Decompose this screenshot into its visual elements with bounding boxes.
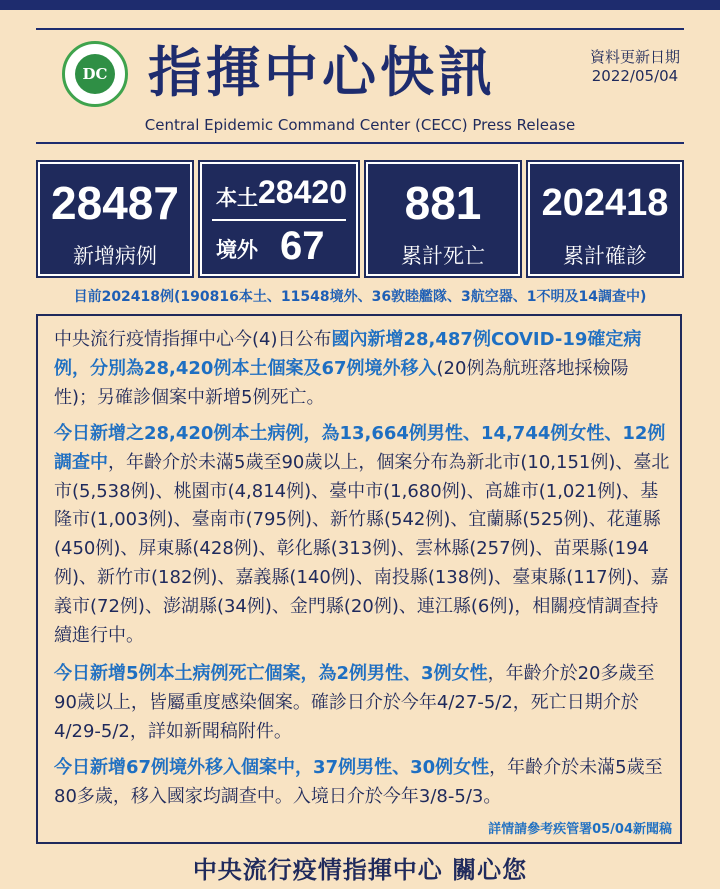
stat-total-cases xyxy=(528,162,682,276)
subtitle: Central Epidemic Command Center (CECC) Press Release xyxy=(144,116,576,134)
top-stripe xyxy=(0,0,720,10)
cdc-logo-mark: DC xyxy=(75,54,115,94)
deaths-value: 881 xyxy=(404,177,482,229)
paragraph-imported xyxy=(54,754,670,812)
p1-highlight: 國內新增28,487例COVID-19確定病例，分別為28,420例本土個案及67例境外移入 xyxy=(54,329,642,379)
cdc-logo xyxy=(62,41,128,107)
source-note: 詳情請參考疾管署05/04新聞稿 xyxy=(488,822,672,837)
stat-new-cases xyxy=(38,162,192,276)
update-label: 資料更新日期 xyxy=(589,48,680,66)
header-bottom-rule xyxy=(36,142,684,144)
deaths-label: 累計死亡 xyxy=(401,244,485,268)
footer-message: 中央流行疫情指揮中心 關心您 xyxy=(192,856,528,884)
domestic-label: 本土 xyxy=(216,186,258,210)
new-cases-label: 新增病例 xyxy=(73,244,157,268)
paragraph-overview xyxy=(54,326,670,412)
p2-text: ，年齡介於未滿5歲至90歲以上，個案分布為新北市(10,151例)、臺北市(5,538例)、桃園市(4,814例)、臺中市(1,680例)、高雄市(1,021例)、基隆市(1,003例)、臺南市(795例)、新竹縣(542例)、宜蘭縣(525例)、花蓮縣(450例)、屏東縣(428例)、彰化縣(313例)、雲林縣(257例)、苗栗縣(194例)、新竹市(182例)、嘉義縣(140例)、南投縣(138例)、臺東縣(117例)、嘉義市(72例)、澎湖縣(34例)、金門縣(20例)、連江縣(6例)，相關疫情調查持續進行中。 xyxy=(54,451,670,646)
stat-domestic-imported xyxy=(200,162,358,276)
header xyxy=(36,28,684,148)
p3-highlight: 今日新增5例本土病例死亡個案，為2例男性、3例女性 xyxy=(54,663,488,684)
total-value: 202418 xyxy=(541,182,669,224)
paragraph-deaths xyxy=(54,660,670,746)
paragraph-domestic xyxy=(54,420,670,650)
p2-highlight: 今日新增之28,420例本土病例，為13,664例男性、14,744例女性、12例調查中 xyxy=(54,423,666,473)
cumulative-summary: 目前202418例(190816本土、11548境外、36敦睦艦隊、3航空器、1不明及14調查中) xyxy=(73,289,647,305)
domestic-value: 28420 xyxy=(258,174,347,210)
total-label: 累計確診 xyxy=(563,244,647,268)
p4-text: ，年齡介於未滿5歲至80多歲，移入國家均調查中。入境日介於今年3/8-5/3。 xyxy=(54,757,663,807)
update-date-block xyxy=(590,48,680,86)
stat-deaths xyxy=(366,162,520,276)
p1-text-end: (20例為航班落地採檢陽性)；另確診個案中新增5例死亡。 xyxy=(54,357,629,408)
imported-value: 67 xyxy=(280,224,325,268)
p3-text: ，年齡介於20多歲至90歲以上，皆屬重度感染個案。確診日介於今年4/27-5/2，死亡日期介於4/29-5/2，詳如新聞稿附件。 xyxy=(54,663,655,742)
split-divider xyxy=(212,219,346,221)
new-cases-value: 28487 xyxy=(51,177,179,229)
page-title: 指揮中心快訊 xyxy=(148,41,496,104)
press-release-body xyxy=(36,314,682,844)
imported-label: 境外 xyxy=(216,238,258,262)
p4-highlight: 今日新增67例境外移入個案中，37例男性、30例女性 xyxy=(54,757,490,778)
p1-text: 中央流行疫情指揮中心今(4)日公布 xyxy=(54,329,332,350)
update-date: 2022/05/04 xyxy=(591,67,679,85)
